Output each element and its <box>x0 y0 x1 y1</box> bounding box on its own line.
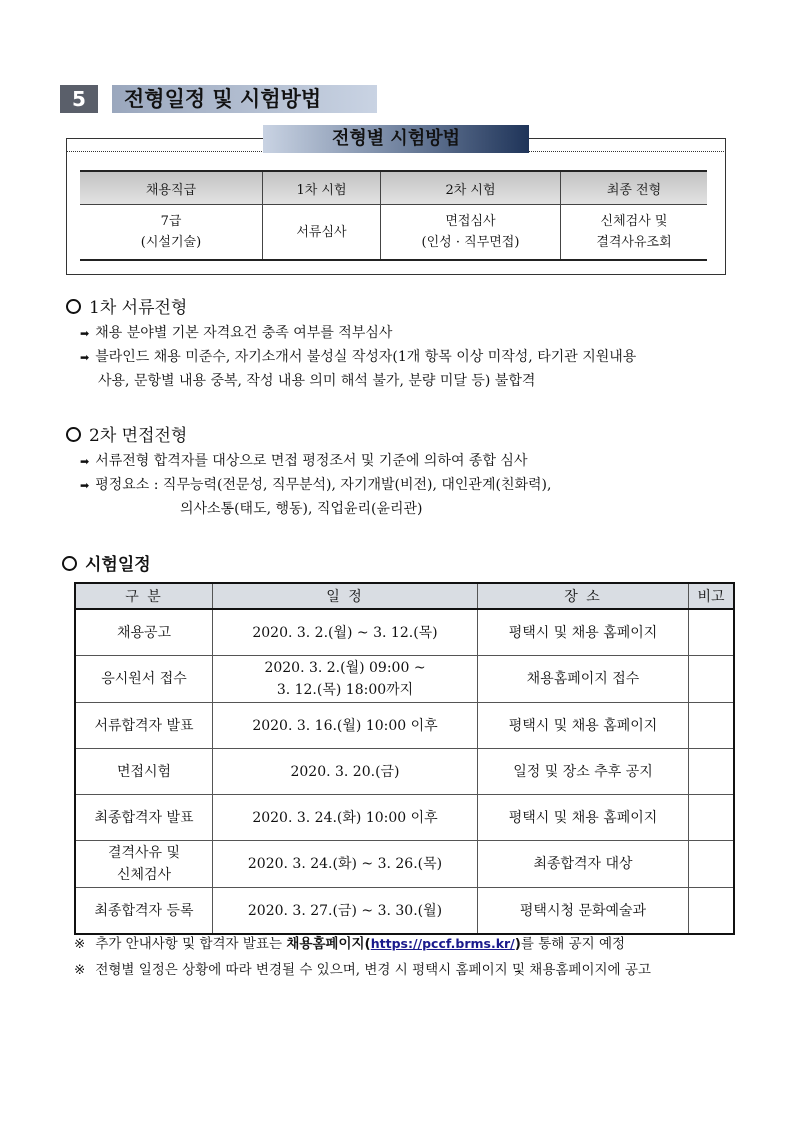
row-note <box>689 609 735 656</box>
stage1-bullet-2-text: 블라인드 채용 미준수, 자기소개서 불성실 작성자(1개 항목 이상 미작성, 타기관 지원내용 <box>95 349 637 365</box>
arrow-icon: ➡ <box>80 351 90 364</box>
row-category: 최종합격자 등록 <box>75 888 213 935</box>
note-1 <box>74 932 774 956</box>
note-2-text: 전형별 일정은 상황에 따라 변경될 수 있으며, 변경 시 평택시 홈페이지 및 채용홈페이지에 공고 <box>95 962 651 978</box>
row-category-line2: 신체검사 <box>116 867 172 883</box>
row-date-line2: 3. 12.(목) 18:00까지 <box>276 682 414 698</box>
schedule-table <box>74 582 735 935</box>
reference-mark-icon: ※ <box>74 962 86 978</box>
row-place: 평택시청 문화예술과 <box>478 888 689 935</box>
note-2 <box>74 958 774 982</box>
row-category: 서류합격자 발표 <box>75 703 213 749</box>
reference-mark-icon: ※ <box>74 936 86 952</box>
method-box-title: 전형별 시험방법 <box>263 125 529 153</box>
row-date: 2020. 3. 16.(월) 10:00 이후 <box>213 703 478 749</box>
arrow-icon: ➡ <box>80 327 90 340</box>
homepage-link[interactable]: https://pccf.brms.kr/ <box>370 936 515 951</box>
stage2-bullet-2-text: 평정요소 : 직무능력(전문성, 직무분석), 자기개발(비전), 대인관계(친화력), <box>95 477 552 493</box>
stage1-heading-text: 1차 서류전형 <box>89 298 188 318</box>
schedule-header-date: 일 정 <box>213 583 478 609</box>
arrow-icon: ➡ <box>80 455 90 468</box>
circle-bullet-icon <box>66 427 81 442</box>
table-row <box>75 703 734 749</box>
row-date: 2020. 3. 2.(월) ~ 3. 12.(목) <box>213 609 478 656</box>
row-place: 최종합격자 대상 <box>478 841 689 888</box>
final-line2: 결격사유조회 <box>596 235 672 250</box>
note-1-post: 를 통해 공지 예정 <box>520 936 626 952</box>
stage1-bullet-1 <box>80 321 760 346</box>
row-note <box>689 703 735 749</box>
circle-bullet-icon <box>66 299 81 314</box>
method-header-final: 최종 전형 <box>561 171 708 205</box>
stage2-bullet-1-text: 서류전형 합격자를 대상으로 면접 평정조서 및 기준에 의하여 종합 심사 <box>95 453 528 469</box>
stage1-heading <box>66 293 187 318</box>
note-1-close: ) <box>514 936 521 952</box>
row-place: 평택시 및 채용 홈페이지 <box>478 703 689 749</box>
stage2-bullet-2 <box>80 473 760 498</box>
circle-bullet-icon <box>62 556 77 571</box>
method-header-first: 1차 시험 <box>263 171 381 205</box>
method-table <box>80 170 707 261</box>
schedule-header-category: 구 분 <box>75 583 213 609</box>
table-row <box>75 841 734 888</box>
row-place: 일정 및 장소 추후 공지 <box>478 749 689 795</box>
stage2-heading-text: 2차 면접전형 <box>89 426 188 446</box>
row-note <box>689 656 735 703</box>
row-date: 2020. 3. 24.(화) 10:00 이후 <box>213 795 478 841</box>
second-line2: (인성 · 직무면접) <box>421 235 520 250</box>
row-place: 평택시 및 채용 홈페이지 <box>478 609 689 656</box>
row-category: 면접시험 <box>75 749 213 795</box>
note-1-pre: 추가 안내사항 및 합격자 발표는 <box>95 936 283 952</box>
section-title: 전형일정 및 시험방법 <box>112 85 377 113</box>
method-header-second: 2차 시험 <box>381 171 561 205</box>
table-row <box>75 656 734 703</box>
stage1-bullet-2-cont: 사용, 문항별 내용 중복, 작성 내용 의미 해석 불가, 분량 미달 등) 불합격 <box>98 373 536 389</box>
row-date: 2020. 3. 24.(화) ~ 3. 26.(목) <box>213 841 478 888</box>
row-place: 채용홈페이지 접수 <box>478 656 689 703</box>
method-cell-grade <box>80 205 263 261</box>
schedule-heading <box>62 550 151 575</box>
table-row <box>75 749 734 795</box>
method-header-grade: 채용직급 <box>80 171 263 205</box>
table-row <box>75 609 734 656</box>
method-cell-second <box>381 205 561 261</box>
row-date: 2020. 3. 20.(금) <box>213 749 478 795</box>
row-note <box>689 841 735 888</box>
row-note <box>689 749 735 795</box>
schedule-heading-text: 시험일정 <box>85 555 151 575</box>
arrow-icon: ➡ <box>80 479 90 492</box>
grade-line1: 7급 <box>160 214 182 229</box>
schedule-header-place: 장 소 <box>478 583 689 609</box>
stage2-bullet-2-cont: 의사소통(태도, 행동), 직업윤리(윤리관) <box>180 501 423 517</box>
table-row <box>75 888 734 935</box>
row-place: 평택시 및 채용 홈페이지 <box>478 795 689 841</box>
stage1-bullet-2 <box>80 345 770 370</box>
row-date <box>213 656 478 703</box>
row-category <box>75 841 213 888</box>
row-category: 응시원서 접수 <box>75 656 213 703</box>
section-number: 5 <box>60 85 98 113</box>
row-category: 채용공고 <box>75 609 213 656</box>
row-date: 2020. 3. 27.(금) ~ 3. 30.(월) <box>213 888 478 935</box>
stage2-heading <box>66 421 187 446</box>
stage1-bullet-1-text: 채용 분야별 기본 자격요건 충족 여부를 적부심사 <box>95 325 393 341</box>
row-category: 최종합격자 발표 <box>75 795 213 841</box>
note-1-bold: 채용홈페이지( <box>286 936 371 952</box>
grade-line2: (시설기술) <box>140 235 202 250</box>
stage2-bullet-1 <box>80 449 760 474</box>
final-line1: 신체검사 및 <box>600 214 668 229</box>
row-date-line1: 2020. 3. 2.(월) 09:00 ~ <box>264 660 426 676</box>
table-row <box>75 795 734 841</box>
schedule-header-note: 비고 <box>689 583 735 609</box>
second-line1: 면접심사 <box>445 214 496 229</box>
row-note <box>689 888 735 935</box>
method-cell-first: 서류심사 <box>263 205 381 261</box>
row-category-line1: 결격사유 및 <box>107 845 181 861</box>
method-cell-final <box>561 205 708 261</box>
row-note <box>689 795 735 841</box>
